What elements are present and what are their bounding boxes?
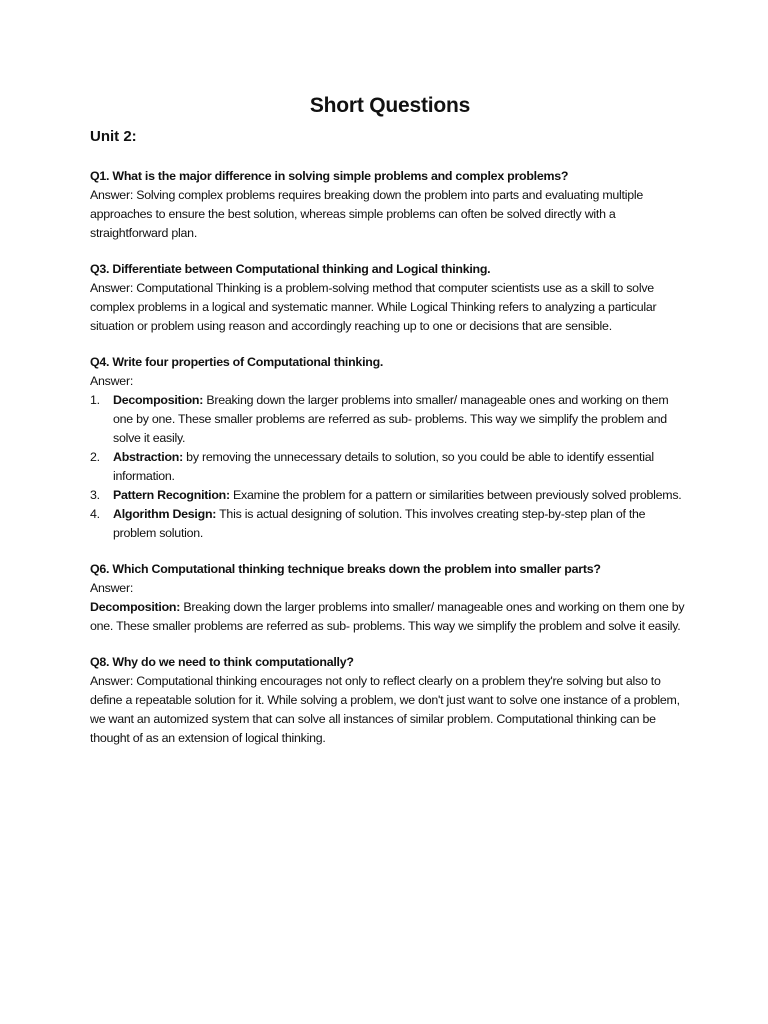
list-number: 2. (90, 450, 100, 464)
qa-block-q6 (90, 560, 690, 636)
answer-term-q6: Decomposition: (90, 600, 181, 614)
list-term: Algorithm Design: (113, 507, 217, 521)
answer-label-q4: Answer: (90, 374, 134, 388)
answer-q6 (90, 598, 690, 636)
properties-list (90, 391, 690, 543)
unit-heading: Unit 2: (90, 128, 137, 145)
list-text: Breaking down the larger problems into smaller/ manageable ones and working on them one by one. These smaller problems are referred as sub- problems. This way we simplify the problem and solve it easily. (113, 393, 669, 445)
list-item (90, 505, 690, 543)
answer-q3: Answer: Computational Thinking is a problem-solving method that computer scientists use as a skill to solve complex problems in a logical and systematic manner. While Logical Thinking refers to analyzing a particular situation or problem using reason and accordingly reaching up to one or decisions that are sensible. (90, 281, 657, 333)
question-q8: Q8. Why do we need to think computationally? (90, 655, 354, 669)
document-body (90, 94, 690, 765)
list-term: Pattern Recognition: (113, 488, 230, 502)
answer-label-q6: Answer: (90, 581, 134, 595)
answer-q1: Answer: Solving complex problems requires breaking down the problem into parts and evaluating multiple approaches to ensure the best solution, whereas simple problems can often be solved directly with a straightforward plan. (90, 188, 644, 240)
question-q1: Q1. What is the major difference in solving simple problems and complex problems? (90, 169, 569, 183)
qa-block-q1 (90, 167, 690, 243)
list-item (90, 391, 690, 448)
list-term: Decomposition: (113, 393, 204, 407)
list-text: by removing the unnecessary details to solution, so you could be able to identify essential information. (113, 450, 654, 483)
list-item (90, 448, 690, 486)
list-term: Abstraction: (113, 450, 183, 464)
qa-block-q4 (90, 353, 690, 543)
question-q6: Q6. Which Computational thinking technique breaks down the problem into smaller parts? (90, 562, 601, 576)
list-text: Examine the problem for a pattern or similarities between previously solved problems. (229, 488, 682, 502)
list-number: 1. (90, 393, 100, 407)
list-number: 4. (90, 507, 100, 521)
page-title: Short Questions (309, 94, 471, 117)
qa-block-q3 (90, 260, 690, 336)
list-text: This is actual designing of solution. This involves creating step-by-step plan of the problem solution. (113, 507, 646, 540)
answer-text-q6: Breaking down the larger problems into smaller/ manageable ones and working on them one by one. These smaller problems are referred as sub- problems. This way we simplify the problem and solve it easily. (90, 600, 685, 633)
answer-q8: Answer: Computational thinking encourages not only to reflect clearly on a problem they're solving but also to define a repeatable solution for it. While solving a problem, we don't just want to solve one instance of a problem, we want an automized system that can solve all instances of similar problem. Computational thinking can be thought of as an extension of logical thinking. (90, 674, 680, 745)
question-q3: Q3. Differentiate between Computational thinking and Logical thinking. (90, 262, 491, 276)
question-q4: Q4. Write four properties of Computational thinking. (90, 355, 384, 369)
qa-block-q8 (90, 653, 690, 748)
list-number: 3. (90, 488, 100, 502)
list-item (90, 486, 690, 505)
